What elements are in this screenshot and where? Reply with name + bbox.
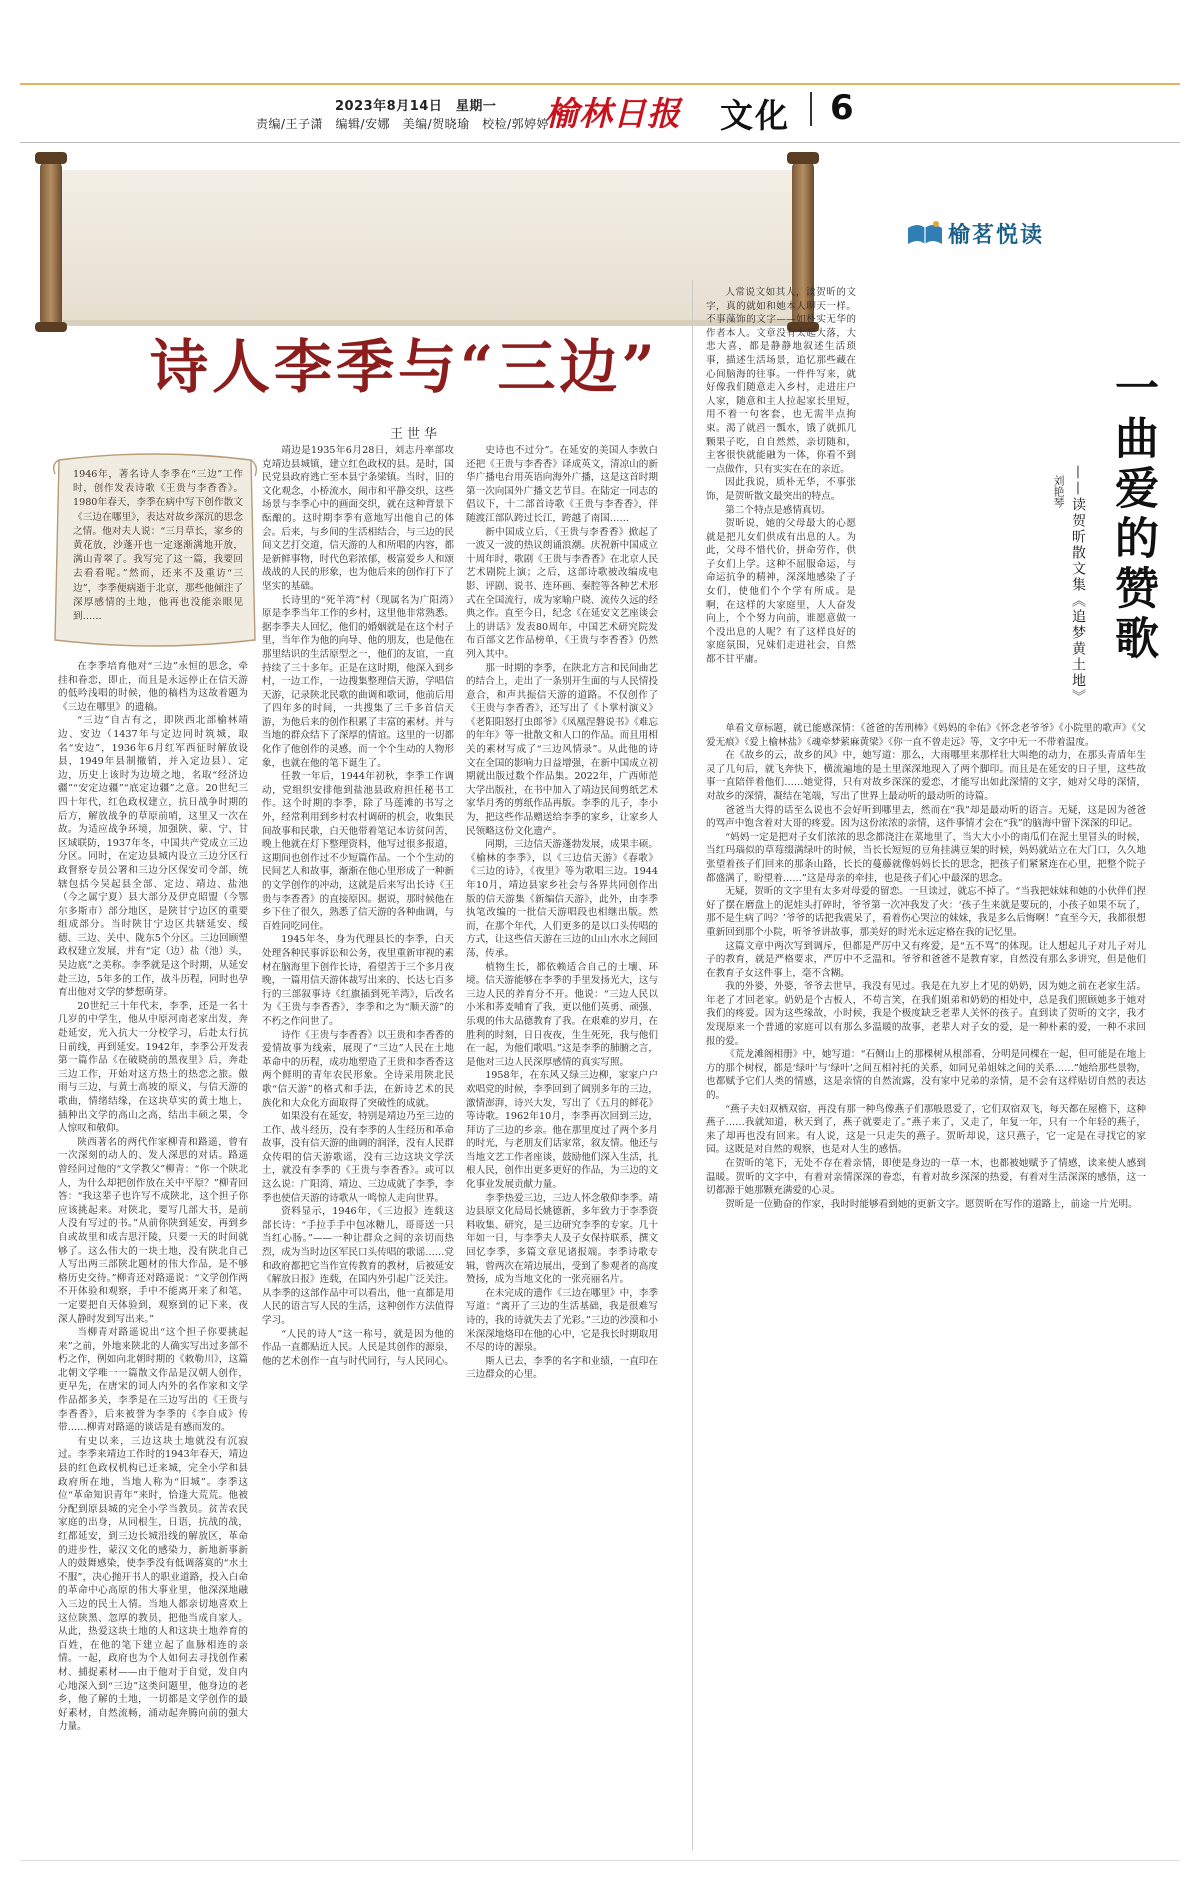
editorial-staff: 责编/王子潇 编辑/安娜 美编/贺晓瑜 校检/郭婷婷 bbox=[256, 117, 550, 131]
paragraph: 史诗也不过分”。在延安的美国人李敦白还把《王贵与李香香》译成英文，清凉山的新华广播电台用英语向海外广播，这是这首时期第一次向国外广播文艺节目。在陆定一同志的倡议下，十二部首诗歌《王贵与李香香》，伴随渡江部队跨过长江，跨越了南国…… bbox=[466, 445, 658, 524]
article2-subtitle: ——读贺昕散文集《追梦黄土地》 bbox=[1070, 465, 1086, 705]
paragraph: 在贺昕的笔下，无处不存在着亲情，即使是身边的一草一木，也都被她赋予了情感，读来使人感到温暖。贺昕的文字中，有着对亲情深深的眷恋，有着对故乡深深的热爱，有着对生活深深的感悟，这一切都源于她那颗充满爱的心灵。 bbox=[706, 1158, 1146, 1197]
paragraph: 李季热爱三边，三边人怀念敬仰李季。靖边县原文化局局长姚德新，多年致力于李季资料收集、研究，是三边研究李季的专家。几十年如一日，与李季夫人及子女保持联系，撰文回忆李季，多篇文章见诸报端。李季诗歌专辑，曾两次在靖边展出，受到了参观者的高度赞扬，成为当地文化的一张亮丽名片。 bbox=[466, 1192, 658, 1286]
article1-column-3 bbox=[466, 444, 658, 1849]
top-rule bbox=[20, 83, 1180, 85]
paragraph: 在《故乡的云，故乡的风》中，她写道：那么，大雨哪里来那样壮大叫绝的动力，在那头青盾年生灵了几句后，就飞奔快下，横流遍地的是土里深深地现入了两个脚印。而且是在延安的日子里，这些故事一直陪伴着他们……她觉得，只有对故乡深深的爱恋，才能写出如此深情的文字，她对父母的深情，对故乡的深情，凝结在笔端，写出了世界上最动听的最动听的诗篇。 bbox=[706, 750, 1146, 802]
paragraph: 同期，三边信天游蓬勃发展，成果丰硕。《榆林的李季》，以《三边信天游》《春歌》《三边的诗》，《夜里》等为歌唱三边。1944年10月，靖边县家乡社会与各界共同创作出版的信天游集《新编信天游》，此外，由李季执笔改编的一批信天游唱段也相继出版。然而，在那个年代，人们更多的是以口头传唱的方式，让这些信天游在三边的山山水水之间回荡，传承。 bbox=[466, 839, 658, 959]
paragraph: “人民的诗人”这一称号，就是因为他的作品一直都贴近人民。人民是其创作的源泉，他的艺术创作一直与时代同行，与人民同心。 bbox=[262, 1328, 454, 1367]
paragraph: 单看文章标题，就已能感深情：《爸爸的苦刑棒》《妈妈的伞佑》《怀念老爷爷》《小院里的歌声》《父爱无痕》《爱上榆林盐》《魂牵梦萦麻黄梁》《你一直不曾走远》等，文字中无一不带着温度。 bbox=[706, 723, 1146, 748]
paragraph: 资料显示，1946年，《三边报》连载这部长诗：“手拉手手中包冰糖儿，哥哥送一只当红心肠。”——一种让群众之间的亲切而热烈，成为当时边区军民口头传唱的歌谣……党和政府都把它当作宣传教育的教材，后被延安《解放日报》连载，在国内外引起广泛关注。从李季的这部作品中可以看出，他一直都是用人民的语言写人民的生活，这种创作方法值得学习。 bbox=[262, 1206, 454, 1326]
paragraph: 贺昕说，她的父母最大的心愿就是把儿女们供成有出息的人。为此，父母不惜代价，拼命劳作，供子女们上学。这种不屈服命运，与命运抗争的精神，深深地感染了子女们，使他们个个学有所成。是啊，在这样的大家庭里，人人奋发向上，个个努力向前，谁愿意做一个没出息的人呢？有了这样良好的家庭氛围，兄妹们走进社会，自然都不甘平庸。 bbox=[706, 518, 856, 666]
paragraph: 那一时期的李季，在陕北方言和民间曲艺的结合上，走出了一条别开生面的与人民情投意合，和声共振信天游的道路。不仅创作了《王贵与李香香》，还写出了《卜掌村演义》《老阳阳怒打虫郎爷》《凤凰涅磐说书》《难忘的年年》等一批散文和人口的作品。而且用相关的素材写成了“三边风情录”。从此他的诗文在全国的影响力日益增强，在新中国成立初期就出版过数个作品集。2022年，广西师范大学出版社，在书中加入了靖边民间剪纸艺术家华月秀的剪纸作品再版。李季的儿子，李小为，把这些作品赠送给李季的家乡，让家乡人民领略这份文化遗产。 bbox=[466, 662, 658, 837]
paragraph: “燕子夫妇双栖双宿，再没有那一种鸟像燕子们那般恩爱了，它们双宿双飞，每天都在屋檐下，这种燕子……我就知道，秋天到了，燕子就要走了。”燕子来了，又走了，年复一年，只有一个年轻的燕子，来了却再也没有回来。有人说，这是一只走失的燕子。贺昕却说，这只燕子，它一定是在寻找它的家园。这既是对自然的观察，也是对人生的感悟。 bbox=[706, 1103, 1146, 1156]
issue-date: 2023年8月14日 星期一 bbox=[335, 99, 497, 114]
column-label bbox=[906, 212, 1056, 256]
paragraph: 1945年冬，身为代理县长的李季，白天处理各种民事诉讼和公务，夜里重新审视的素材在脑海里下创作长诗，看望苦于三个多月夜晚，一篇用信天游体裁写出来的、长达七百多行的三部叙事诗《红旗插到死羊湾》，后改名为《王贵与李香香》，李季和之为“顺天游”的不朽之作问世了。 bbox=[262, 934, 454, 1027]
paragraph: 陕西著名的两代作家柳青和路遥，曾有一次深刻的动人的、发人深思的对话。路遥曾经问过他的“文学教父”柳青：“你一个陕北人，为什么却把创作放在关中平原？”柳青回答：“我这辈子也许写不成陕北，这个担子你应该挑起来。对陕北，要写几部大书，是前人没有写过的书。”从前你陕到延安，再到乡自或故里和成吉思汗陵，只要一天的时间就够了。这么伟大的一块土地，没有陕北自己人写出两三部陕北题材的伟大作品，是不够格历史交待。”柳青还对路遥说：“文学创作两不开体验和观察，手中不能离开来了和笔，一定要把自天体验到，观察到的记下来，夜深人静时发到写出来。” bbox=[58, 1136, 248, 1325]
book-icon bbox=[906, 218, 944, 246]
article1-column-1 bbox=[58, 660, 248, 1850]
article1-column-2 bbox=[262, 444, 454, 1849]
paragraph: 爸爸当大得的话至么说也不会好听到哪里去，然而在“我”却是最动听的语言。无疑，这是因为爸爸的骂声中饱含着对大哥的疼爱。因为这份浓浓的亲情，这件事情才会在“我”的脑海中留下深深的印记。 bbox=[706, 804, 1146, 830]
paragraph: 我的外婆，外婆，爷爷去世早，我没有见过。我是在九岁上才见的奶奶，因为她之前在老家生活。年老了才回老家。奶奶是个古板人，不苟言笑，在我们姐弟和奶奶的相处中，总是我们照顾她多于她对我们的疼爱。因为这些缘故，小时候，我是个极度缺乏老辈人关怀的孩子。直到读了贺昕的文字，我才发现原来一个普通的家庭可以有那么多温暖的故事，老辈人对子女的爱，是一种朴素的爱，一种不求回报的爱。 bbox=[706, 981, 1146, 1047]
paragraph: 诗作《王贵与李香香》以王贵和李香香的爱情故事为线索，展现了“三边”人民在土地革命中的历程，成功地塑造了王贵和李香香这两个鲜明的青年农民形象。全诗采用陕北民歌“信天游”的格式和手法，在新诗艺术的民族化和大众化方面取得了突破性的成就。 bbox=[262, 1029, 454, 1109]
paragraph: 无疑，贺昕的文字里有太多对母爱的留恋。一旦读过，就忘不掉了。“当我把妹妹和她的小伙伴们捏好了摆在磨盘上的泥娃头打碎时，爷爷第一次冲我发了火：‘孩子生来就是要玩的，小孩子如果不玩了，那不是生病了吗？’爷爷的话把我震呆了，看着伤心哭泣的妹妹，我是多么后悔啊！”直至今天，我都很想重新回到那个小院，听爷爷讲故事，那美好的时光永远定格在我的记忆里。 bbox=[706, 886, 1146, 938]
masthead bbox=[20, 88, 1180, 140]
article-divider bbox=[692, 280, 693, 1850]
paragraph: 人常说文如其人，读贺昕的文字，真的就如和她本人聊天一样。不事藻饰的文字——如朴实无华的作者本人。文章没有太起大落，大悲大喜，都是静静地叙述生活琐事，描述生活场景，追忆那些藏在心间脑海的往事。一件件写来，就好像我们随意走入乡村，走进庄户人家，随意和主人拉起家长里短，用不着一句客套，也无需半点拘束。渴了就舀一瓢水，饿了就抓几颗果子吃，自自然然，亲切随和，主客很快就能融为一体，你看不到一点做作，只有实实在在的亲近。 bbox=[706, 287, 856, 475]
paragraph: 当柳青对路遥说出“这个担子你要挑起来”之前，外地来陕北的人确实写出过多部不朽之作，例如向北朝时期的《敕勒川》，这篇北朝文学唯一一篇散文作品是汉朝人创作，更早先，在唐宋的词人内外的名作家和文学作品都多关，李季是在三边写出的《王贵与李香香》，后来被誉为李季的《李自成》传带……柳青对路遥的谈话是有感而发的。 bbox=[58, 1327, 248, 1434]
intro-text: 1946年，著名诗人李季在“三边”工作时，创作发表诗歌《王贵与李香香》。1980年春天，李季在病中写下创作散文《三边在哪里》，表达对故乡深沉的思念之情。他对夫人说：“三月草长，家乡的黄花放，沙蓬开也一定逐渐满地开放，满山青翠了。我写完了这一篇，我要回去看看呢。”然而，还来不及重访“三边”，李季便病逝于北京，那些他倾注了深厚感情的土地，他再也没能亲眼见到…… bbox=[73, 469, 243, 623]
article2-column-top bbox=[706, 286, 856, 716]
paragraph: 长诗里的“死羊湾”村（现属名为广阳湾）原是李季当年工作的乡村，这里他非常熟悉。据李季夫人回忆，他们的婚姻就是在这个村子里，当年作为他的向导、他的朋友，也是他在那里结识的生活原型之一，他们的友谊，一直持续了三十多年。正是在这时期，他深入到乡村，一边工作，一边搜集整理信天游，学唱信天游，记录陕北民歌的曲调和歌词，他前后用了四年多的时间，一共搜集了三千多首信天游，为他后来的创作积累了丰富的素材。并与当地的群众结下了深厚的情谊。这里的一切都化作了他创作的灵感，而一个个生动的人物形象，也就在他的笔下诞生了。 bbox=[262, 594, 454, 769]
paragraph: 植物生长，都依赖适合自己的土壤、环境。信天游能够在李季的手里发扬光大，这与三边人民的养育分不开。他说：“三边人民以小米和荞麦哺育了我，更以他们英勇、顽强、乐观的伟大品德教育了我。在艰难的岁月，在胜利的时刻，日日夜夜，生生死死，我与他们在一起，为他们歌唱。”这是李季的肺腑之言，是他对三边人民深厚感情的真实写照。 bbox=[466, 961, 658, 1068]
paragraph: 斯人已去，李季的名字和业绩，一直印在三边群众的心里。 bbox=[466, 1355, 658, 1381]
paragraph: 任教一年后，1944年初秋，李季工作调动，党组织安排他到盐池县政府担任秘书工作。这个时期的李季，除了马莲滩的书写之外，经常利用到乡村农村调研的机会，收集民间故事和民歌，白天他带着笔记本访贫问苦，晚上他就在灯下整理资料，他写过很多报道，这期间也创作过不少短篇作品。一个个生动的民间艺人和故事，渐渐在他心里形成了一种新的文学创作的冲动，这就是后来写出长诗《王贵与李香香》的直接原因。据说，那时候他在乡下住了很久，熟悉了信天游的各种曲调，与百姓同吃同住。 bbox=[262, 771, 454, 932]
newspaper-logo: 榆林日报 bbox=[545, 94, 681, 133]
article2-author: 刘艳琴 bbox=[1052, 475, 1065, 508]
masthead-divider bbox=[810, 92, 812, 126]
paragraph: 《荒龙滩阁相册》中，她写道：“石侧山上的那棵树从根部看，分明是同棵在一起，但可能是在地上方的那个树杈，都是‘绿叶’与‘绿叶’之间互相衬托的关系，如同兄弟姐妹之间的关系……”她给那些景物，也都赋予它们人类的情感，这是亲情的自然流露，没有家中兄弟的亲情，是不会有这样贴切自然的表达的。 bbox=[706, 1049, 1146, 1102]
paragraph: 贺昕是一位勤奋的作家，我时时能够看到她的更新文字。愿贺昕在写作的道路上，前途一片光明。 bbox=[725, 1198, 1138, 1210]
masthead-bottom-rule bbox=[20, 142, 1180, 143]
article-intro-box bbox=[45, 444, 265, 654]
paragraph: “妈妈一定是把对子女们浓浓的思念都浇注在菜地里了，当大大小小的南瓜们在泥土里冒头的时候，当红玛瑙似的草莓缀满绿叶的时候，当长长短短的豆角挂满豆架的时候，妈妈就站立在大门口，久久地张望着孩子们回来的那条山路，长长的蔓藤就像妈妈长长的思念，把孩子们紧紧连在心里，把整个院子都盛满了，盼望着……”这是母亲的牵挂，也是孩子们心中最深的思念。 bbox=[706, 831, 1146, 884]
paragraph: 在未完成的遗作《三边在哪里》中，李季写道：“离开了三边的生活基础，我是很难写诗的，我的诗就失去了光彩。”三边的沙漠和小米深深地烙印在他的心中，它是我长时期取用不尽的诗的源泉。 bbox=[466, 1287, 658, 1354]
article-author: 王世华 bbox=[390, 427, 442, 442]
article2-column-main bbox=[706, 722, 1146, 1852]
paragraph: 第二个特点是感情真切。 bbox=[725, 504, 831, 516]
section-name: 文化 bbox=[720, 96, 790, 135]
paragraph: 这篇文章中两次写到调斥，但都是严厉中又有疼爱，是“五不骂”的体现。让人想起儿子对儿子对儿子的教育，就是严格要求，严厉中不乏温和。爷爷和爸爸不是教育家，自然没有那么多讲究，但是他们在教育子女这件事上，毫不含糊。 bbox=[706, 940, 1146, 979]
paragraph: 新中国成立后，《王贵与李香香》掀起了一波又一波的热议朗诵浪潮。庆祝新中国成立十周年时，歌剧《王贵与李香香》在北京人民艺术剧院上演；之后，这部诗歌被改编成电影、评剧、说书、连环画、秦腔等各种艺术形式在全国流行，成为家喻户晓、流传久远的经典之作。直至今日，纪念《在延安文艺座谈会上的讲话》发表80周年，中国艺术研究院发布百部文艺作品榜单，《王贵与李香香》仍然列入其中。 bbox=[466, 526, 658, 660]
paragraph: “三边”自古有之，即陕西北部榆林靖边、安边（1437年与定边同时筑城，取名“安边”，1936年6月红军西征时解放设县，1949年县制撤销，并入定边县）、定边，历史上该时为边境之地，名取“经济边疆”“安定边疆”“底定边疆”之意。20世纪三四十年代，红色政权建立，抗日战争时期的后方，解放战争的草原前哨，这里又一次在故。为适应战争环境，加强陕、蒙、宁、甘区域联防，1937年冬，中国共产党成立三边分区。同时，在定边县城内设立三边分区行政督察专员公署和三边分区保安司令部，统辖包括今吴起县全部、定边、靖边、盐池（今之属宁夏）县大部分及伊克昭盟（今鄂尔多斯市）部分地区，是陕甘宁边区的重要组成部分。当时陕甘宁边区共辖延安、绥德、三边、关中、陇东5个分区。三边回顾塑政权建立发展，并有“定（边）盐（池）头，吴边底”之美称。李季就是这个时期，从延安赴三边，5年多的工作，战斗历程，同时也孕育出他对文学的梦想萌芽。 bbox=[58, 715, 248, 999]
column-label-text: 榆茗悦读 bbox=[948, 222, 1045, 248]
article2-title: 一曲爱的赞歌 bbox=[1107, 365, 1158, 665]
paragraph: 在李季培育他对“三边”永恒的思念，牵挂和眷恋，即止，而且是永远停止在信天游的低吟浅唱的时候，他的稿档为这故着题为《三边在哪里》的遗稿。 bbox=[58, 661, 248, 713]
bottom-rule bbox=[20, 1860, 1180, 1861]
article2-title-block bbox=[1052, 365, 1166, 725]
paragraph: 有史以来，三边这块土地就没有沉寂过。李季来靖边工作时的1943年春天，靖边县的红色政权机构已迁来城，完全小学和县政府所在地，当地人称为“旧城”。李季这位“革命知识青年”来时，恰逢大荒荒。他被分配到原县城的完全小学当教员。贫苦农民家庭的出身，从同根生，日语，抗战的战，红都延安，到三边长城沿线的解放区，革命的进步性，蒙汉文化的感染力，新地新事新人的鼓舞感染，使李季没有低调落寞的“水土不服”，决心抛开书人的职业道路，投入白命的革命中心高原的伟大事业里，他深深地融入三边的民土人情。当地人都亲切地喜欢上这位陕黑、忽厚的教员，把他当成自家人。从此，热爱这块土地的人和这块土地养育的百姓，在他的笔下建立起了血脉相连的亲情。一起，政府也为个人如何去寻找创作素材、捕捉素材——由于他对于自觉，发自内心地深入到“三边”这类问题里，他身边的老乡，他了解的土地，一切都是文学创作的最好素材，自然流畅，涌动起奔腾向前的强大力量。 bbox=[58, 1435, 248, 1733]
paragraph: 1958年，在东风又绿三边柳，家家户户欢唱党的时候，李季回到了阔别多年的三边，激情澎湃，诗兴大发，写出了《五月的鲜花》等诗歌。1962年10月，李季再次回到三边，拜访了三边的乡亲。他在那里度过了两个多月的时光，与老朋友们话家常，叙友情。他还与当地文艺工作者座谈，鼓励他们深入生活，扎根人民，创作出更多更好的作品，为三边的文化事业发展贡献力量。 bbox=[466, 1070, 658, 1191]
paragraph: 因此我说，质朴无华，不事张饰，是贺昕散文最突出的特点。 bbox=[706, 477, 856, 502]
paragraph: 20世纪三十年代末，李季，还是一名十几岁的中学生，他从中原河南老家出发，奔赴延安，光入抗大一分校学习，后赴太行抗日前线，再到延安。1942年，李季公开发表第一篇作品《在破晓前的黑夜里》后，奔赴三边工作，开始对这方热土的热恋之旅。傲雨与三边，与黄土高坡的原义，与信天游的歌曲，情绪结缘，在这块草实的黄土地上，插种出文学的高山之高，结出丰硕之果，令人惊叹和敬仰。 bbox=[58, 1000, 248, 1135]
paragraph: 如果没有在延安，特别是靖边乃至三边的工作、战斗经历，没有李季的人生经历和革命故事，没有信天游的曲调的润泽，没有人民群众传唱的信天游歌谣，没有三边这块文学沃土，就没有李季的《王贵与李香香》。或可以这么说：广阳湾、靖边、三边成就了李季，李季也使信天游的诗歌从一鸣惊人走向世界。 bbox=[262, 1111, 454, 1204]
article-title: 诗人李季与“三边” bbox=[150, 333, 659, 401]
paragraph: 靖边是1935年6月28日，刘志丹率部攻克靖边县城镇，建立红色政权的县。是时，国民党县政府逃亡至本县宁条梁镇。当时，旧的文化观念，小桥流水，闹市和平静交织，这些场景与李季心中的画面交织，就在这种背景下酝酿的。这时期李季有意地写出他自己的体会。后来，与乡间的生活相结合，与三边的民间文艺打交道，信天游的人和所唱的内容，都是新鲜事物，时代色彩浓郁，极富爱乡人和颂战战的人民的形象，也为他后来的创作打下了坚实的基础。 bbox=[262, 445, 454, 592]
page-number: 6 bbox=[830, 88, 854, 128]
